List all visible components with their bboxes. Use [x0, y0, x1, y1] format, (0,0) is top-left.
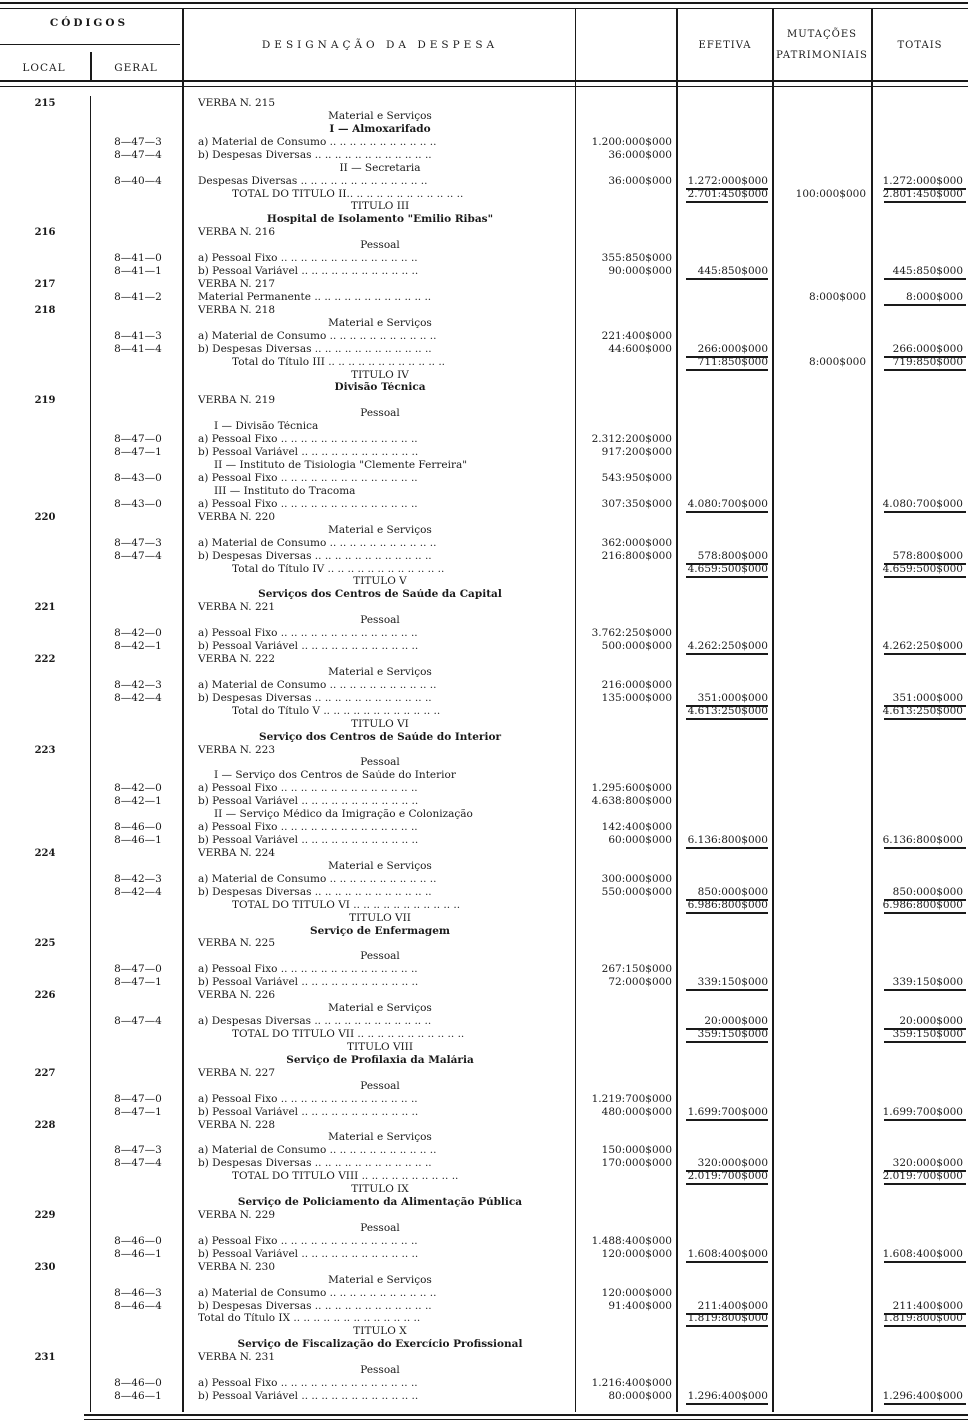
valor-parcial: 216:800$000 [601, 550, 672, 562]
designacao-line: VERBA N. 225 [198, 938, 276, 949]
codigo-geral: 8—47—4 [114, 1157, 162, 1169]
codigo-local: 228 [34, 1120, 56, 1131]
codigo-local: 224 [34, 848, 56, 859]
codigo-geral: 8—41—1 [114, 265, 162, 277]
valor-efetiva: 20:000$000 [704, 1015, 768, 1027]
designacao-line: TOTAL DO TÍTULO VII .. .. .. .. .. .. .. .. .. .. .. [232, 1029, 465, 1040]
designacao-line: II — Serviço Médico da Imigração e Colonização [214, 809, 473, 820]
valor-totais: 2.019:700$000 [882, 1170, 963, 1182]
designacao-line: VERBA N. 223 [198, 745, 276, 756]
header-totais: TOTAIS [897, 40, 943, 51]
codigo-local: 230 [34, 1262, 56, 1273]
total-rule [686, 1041, 768, 1043]
designacao-line: TOTAL DO TÍTULO VI .. .. .. .. .. .. .. .. .. .. .. [232, 900, 461, 911]
codigo-geral: 8—42—3 [114, 873, 162, 885]
valor-parcial: 300:000$000 [601, 873, 672, 885]
total-rule [884, 1119, 966, 1121]
designacao-line: Serviço de Enfermagem [309, 926, 451, 937]
designacao-line: b) Pessoal Variável .. .. .. .. .. .. .. .. .. .. .. .. [198, 796, 419, 807]
valor-parcial: 72:000$000 [608, 976, 672, 988]
valor-parcial: 150:000$000 [601, 1144, 672, 1156]
designacao-line: b) Despesas Diversas .. .. .. .. .. .. .. .. .. .. .. .. [198, 344, 432, 355]
total-rule [884, 847, 966, 849]
designacao-line: a) Pessoal Fixo .. .. .. .. .. .. .. .. .. .. .. .. .. .. [198, 1378, 418, 1389]
valor-parcial: 550:000$000 [601, 886, 672, 898]
valor-parcial: 1.216:400$000 [591, 1377, 672, 1389]
valor-totais: 1.296:400$000 [882, 1390, 963, 1402]
codigo-local: 219 [34, 395, 56, 406]
total-rule [884, 912, 966, 914]
header-geral: GERAL [114, 62, 158, 74]
total-rule [884, 201, 966, 203]
valor-totais: 4.659:500$000 [882, 563, 963, 575]
header-bottom-rule [0, 80, 968, 82]
codigo-local: 231 [34, 1352, 56, 1363]
designacao-line: Material e Serviços [328, 1275, 432, 1286]
valor-parcial: 120:000$000 [601, 1287, 672, 1299]
valor-efetiva: 266:000$000 [697, 343, 768, 355]
valor-efetiva: 4.080:700$000 [687, 498, 768, 510]
header-designacao: DESIGNAÇÃO DA DESPESA [261, 39, 499, 51]
valor-efetiva: 2.019:700$000 [687, 1170, 768, 1182]
total-rule [686, 1119, 768, 1121]
valor-totais: 4.080:700$000 [882, 498, 963, 510]
codigo-geral: 8—47—3 [114, 136, 162, 148]
designacao-line: II — Secretaria [339, 163, 421, 174]
codigo-local: 225 [34, 938, 56, 949]
valor-efetiva: 578:800$000 [697, 550, 768, 562]
valor-parcial: 36:000$000 [608, 149, 672, 161]
codigo-local: 222 [34, 654, 56, 665]
designacao-line: VERBA N. 222 [198, 654, 276, 665]
valor-parcial: 362:000$000 [601, 537, 672, 549]
col-rule [182, 8, 184, 1412]
total-rule [686, 1261, 768, 1263]
valor-parcial: 91:400$000 [608, 1300, 672, 1312]
designacao-line: II — Instituto de Tisiologia "Clemente Ferreira" [214, 460, 468, 471]
designacao-line: VERBA N. 219 [198, 395, 276, 406]
designacao-line: b) Pessoal Variável .. .. .. .. .. .. .. .. .. .. .. .. [198, 641, 419, 652]
valor-efetiva: 1.699:700$000 [687, 1106, 768, 1118]
designacao-line: Serviço dos Centros de Saúde do Interior [259, 732, 501, 743]
designacao-line: VERBA N. 229 [198, 1210, 276, 1221]
valor-efetiva: 4.659:500$000 [687, 563, 768, 575]
valor-totais: 1.819:800$000 [882, 1312, 963, 1324]
designacao-line: VERBA N. 220 [198, 512, 276, 523]
total-rule [884, 1403, 966, 1405]
valor-parcial: 500:000$000 [601, 640, 672, 652]
valor-totais: 351:000$000 [892, 692, 963, 704]
designacao-line: a) Material de Consumo .. .. .. .. .. .. .. .. .. .. .. [198, 1145, 437, 1156]
codigo-geral: 8—46—3 [114, 1287, 162, 1299]
designacao-line: Material e Serviços [328, 667, 432, 678]
designacao-line: TOTAL DO TÍTULO VIII .. .. .. .. .. .. .. .. .. .. [232, 1171, 459, 1182]
designacao-line: Hospital de Isolamento "Emilio Ribas" [266, 214, 494, 225]
valor-efetiva: 445:850$000 [697, 265, 768, 277]
total-rule [884, 989, 966, 991]
header-bottom-rule-thin [0, 86, 968, 87]
col-rule [90, 96, 91, 1412]
codigo-geral: 8—46—1 [114, 1390, 162, 1402]
designacao-line: III — Instituto do Tracoma [214, 486, 356, 497]
designacao-line: VERBA N. 228 [198, 1120, 276, 1131]
header-local: LOCAL [22, 62, 66, 74]
codigo-local: 223 [34, 745, 56, 756]
designacao-line: TÍTULO V [353, 576, 407, 587]
total-rule [884, 576, 966, 578]
designacao-line: b) Despesas Diversas .. .. .. .. .. .. .. .. .. .. .. .. [198, 693, 432, 704]
designacao-line: TOTAL DO TÍTULO II.. .. .. .. .. .. .. .. .. .. .. .. [232, 189, 464, 200]
total-rule [884, 304, 966, 306]
valor-totais: 8:000$000 [906, 291, 963, 303]
valor-parcial: 170:000$000 [601, 1157, 672, 1169]
valor-parcial: 44:600$000 [608, 343, 672, 355]
codigo-local: 220 [34, 512, 56, 523]
top-rule-thin [0, 8, 968, 9]
valor-totais: 850:000$000 [892, 886, 963, 898]
total-rule [686, 511, 768, 513]
codigo-local: 217 [34, 279, 56, 290]
codigo-local: 226 [34, 990, 56, 1001]
designacao-line: a) Material de Consumo .. .. .. .. .. .. .. .. .. .. .. [198, 874, 437, 885]
designacao-line: VERBA N. 221 [198, 602, 276, 613]
designacao-line: b) Pessoal Variável .. .. .. .. .. .. .. .. .. .. .. .. [198, 447, 419, 458]
codigo-geral: 8—46—4 [114, 1300, 162, 1312]
codigo-geral: 8—46—0 [114, 1377, 162, 1389]
codigo-geral: 8—46—1 [114, 1248, 162, 1260]
designacao-line: Material Permanente .. .. .. .. .. .. .. .. .. .. .. .. [198, 292, 432, 303]
valor-parcial: 2.312:200$000 [591, 433, 672, 445]
codigo-local: 221 [34, 602, 56, 613]
codigo-geral: 8—42—4 [114, 886, 162, 898]
designacao-line: VERBA N. 217 [198, 279, 276, 290]
header-codigos: CÓDIGOS [49, 17, 129, 29]
designacao-line: b) Pessoal Variável .. .. .. .. .. .. .. .. .. .. .. .. [198, 1107, 419, 1118]
designacao-line: Pessoal [360, 1365, 400, 1376]
designacao-line: a) Material de Consumo .. .. .. .. .. .. .. .. .. .. .. [198, 538, 437, 549]
total-rule [686, 278, 768, 280]
codigo-geral: 8—43—0 [114, 498, 162, 510]
designacao-line: b) Despesas Diversas .. .. .. .. .. .. .. .. .. .. .. .. [198, 551, 432, 562]
designacao-line: a) Pessoal Fixo .. .. .. .. .. .. .. .. .. .. .. .. .. .. [198, 1236, 418, 1247]
col-rule [90, 52, 92, 82]
designacao-line: a) Pessoal Fixo .. .. .. .. .. .. .. .. .. .. .. .. .. .. [198, 253, 418, 264]
total-rule [686, 1325, 768, 1327]
valor-totais: 719:850$000 [892, 356, 963, 368]
total-rule [686, 1403, 768, 1405]
total-rule [884, 653, 966, 655]
codigo-geral: 8—47—3 [114, 1144, 162, 1156]
designacao-line: Serviço de Fiscalização do Exercício Profissional [237, 1339, 523, 1350]
valor-parcial: 3.762:250$000 [591, 627, 672, 639]
designacao-line: Pessoal [360, 615, 400, 626]
total-rule [884, 369, 966, 371]
valor-totais: 359:150$000 [892, 1028, 963, 1040]
valor-efetiva: 4.262:250$000 [687, 640, 768, 652]
valor-parcial: 142:400$000 [601, 821, 672, 833]
valor-totais: 445:850$000 [892, 265, 963, 277]
valor-mutacoes: 8:000$000 [809, 291, 866, 303]
designacao-line: a) Pessoal Fixo .. .. .. .. .. .. .. .. .. .. .. .. .. .. [198, 473, 418, 484]
valor-efetiva: 1.608:400$000 [687, 1248, 768, 1260]
codigo-geral: 8—42—1 [114, 795, 162, 807]
top-rule [0, 2, 968, 4]
designacao-line: a) Pessoal Fixo .. .. .. .. .. .. .. .. .. .. .. .. .. .. [198, 1094, 418, 1105]
designacao-line: a) Pessoal Fixo .. .. .. .. .. .. .. .. .. .. .. .. .. .. [198, 434, 418, 445]
codigo-geral: 8—41—0 [114, 252, 162, 264]
valor-efetiva: 6.986:800$000 [687, 899, 768, 911]
valor-totais: 320:000$000 [892, 1157, 963, 1169]
valor-efetiva: 1.296:400$000 [687, 1390, 768, 1402]
valor-parcial: 917:200$000 [601, 446, 672, 458]
total-rule [884, 718, 966, 720]
header-efetiva: EFETIVA [698, 40, 752, 51]
designacao-line: Pessoal [360, 408, 400, 419]
designacao-line: b) Despesas Diversas .. .. .. .. .. .. .. .. .. .. .. .. [198, 1301, 432, 1312]
total-rule [686, 369, 768, 371]
valor-totais: 6.136:800$000 [882, 834, 963, 846]
designacao-line: Material e Serviços [328, 1132, 432, 1143]
total-rule [884, 511, 966, 513]
valor-mutacoes: 100:000$000 [795, 188, 866, 200]
designacao-line: TÍTULO IV [351, 370, 409, 381]
designacao-line: b) Pessoal Variável .. .. .. .. .. .. .. .. .. .. .. .. [198, 266, 419, 277]
valor-parcial: 267:150$000 [601, 963, 672, 975]
designacao-line: Total do Título IX .. .. .. .. .. .. .. .. .. .. .. .. .. [198, 1313, 421, 1324]
valor-parcial: 36:000$000 [608, 175, 672, 187]
valor-efetiva: 711:850$000 [697, 356, 768, 368]
total-rule [884, 1325, 966, 1327]
designacao-line: Pessoal [360, 1223, 400, 1234]
designacao-line: Serviço de Policiamento da Alimentação Pública [237, 1197, 523, 1208]
codigo-geral: 8—47—1 [114, 446, 162, 458]
designacao-line: Material e Serviços [328, 111, 432, 122]
designacao-line: Total do Título V .. .. .. .. .. .. .. .. .. .. .. .. [232, 706, 441, 717]
codigo-geral: 8—41—4 [114, 343, 162, 355]
codigo-geral: 8—46—0 [114, 821, 162, 833]
total-rule [884, 1261, 966, 1263]
designacao-line: Pessoal [360, 951, 400, 962]
designacao-line: VERBA N. 224 [198, 848, 276, 859]
codigo-local: 227 [34, 1068, 56, 1079]
designacao-line: VERBA N. 216 [198, 227, 276, 238]
valor-totais: 1.699:700$000 [882, 1106, 963, 1118]
codigo-geral: 8—40—4 [114, 175, 162, 187]
designacao-line: b) Pessoal Variável .. .. .. .. .. .. .. .. .. .. .. .. [198, 835, 419, 846]
codigo-local: 218 [34, 305, 56, 316]
valor-totais: 578:800$000 [892, 550, 963, 562]
valor-totais: 1.272:000$000 [882, 175, 963, 187]
designacao-line: Pessoal [360, 240, 400, 251]
designacao-line: Serviço de Profilaxia da Malária [286, 1055, 474, 1066]
valor-totais: 4.262:250$000 [882, 640, 963, 652]
codigo-geral: 8—41—3 [114, 330, 162, 342]
codigo-geral: 8—46—0 [114, 1235, 162, 1247]
valor-totais: 339:150$000 [892, 976, 963, 988]
total-rule [686, 912, 768, 914]
codigo-geral: 8—47—0 [114, 433, 162, 445]
valor-efetiva: 2.701:450$000 [687, 188, 768, 200]
codigo-geral: 8—47—1 [114, 1106, 162, 1118]
codigo-geral: 8—47—4 [114, 1015, 162, 1027]
valor-totais: 4.613:250$000 [882, 705, 963, 717]
designacao-line: Material e Serviços [328, 318, 432, 329]
codigo-local: 216 [34, 227, 56, 238]
bottom-rule [84, 1414, 968, 1416]
designacao-line: a) Material de Consumo .. .. .. .. .. .. .. .. .. .. .. [198, 331, 437, 342]
valor-parcial: 1.219:700$000 [591, 1093, 672, 1105]
total-rule [686, 989, 768, 991]
designacao-line: b) Despesas Diversas .. .. .. .. .. .. .. .. .. .. .. .. [198, 1158, 432, 1169]
designacao-line: Total do Título IV .. .. .. .. .. .. .. .. .. .. .. .. [232, 564, 445, 575]
designacao-line: TÍTULO VIII [347, 1042, 413, 1053]
designacao-line: Serviços dos Centros de Saúde da Capital [258, 589, 502, 600]
designacao-line: b) Pessoal Variável .. .. .. .. .. .. .. .. .. .. .. .. [198, 1249, 419, 1260]
codigo-geral: 8—42—1 [114, 640, 162, 652]
total-rule [884, 1041, 966, 1043]
valor-efetiva: 351:000$000 [697, 692, 768, 704]
valor-parcial: 480:000$000 [601, 1106, 672, 1118]
valor-efetiva: 211:400$000 [697, 1300, 768, 1312]
valor-parcial: 355:850$000 [601, 252, 672, 264]
designacao-line: I — Serviço dos Centros de Saúde do Interior [214, 770, 456, 781]
designacao-line: a) Pessoal Fixo .. .. .. .. .. .. .. .. .. .. .. .. .. .. [198, 964, 418, 975]
designacao-line: Material e Serviços [328, 1003, 432, 1014]
designacao-line: a) Material de Consumo .. .. .. .. .. .. .. .. .. .. .. [198, 137, 437, 148]
codigo-geral: 8—47—0 [114, 963, 162, 975]
codigo-geral: 8—43—0 [114, 472, 162, 484]
codigo-geral: 8—46—1 [114, 834, 162, 846]
valor-parcial: 120:000$000 [601, 1248, 672, 1260]
valor-parcial: 307:350$000 [601, 498, 672, 510]
valor-efetiva: 359:150$000 [697, 1028, 768, 1040]
valor-parcial: 60:000$000 [608, 834, 672, 846]
valor-efetiva: 339:150$000 [697, 976, 768, 988]
designacao-line: b) Pessoal Variável .. .. .. .. .. .. .. .. .. .. .. .. [198, 1391, 419, 1402]
valor-totais: 266:000$000 [892, 343, 963, 355]
designacao-line: VERBA N. 231 [198, 1352, 276, 1363]
designacao-line: VERBA N. 215 [198, 98, 276, 109]
designacao-line: VERBA N. 230 [198, 1262, 276, 1273]
valor-efetiva: 1.819:800$000 [687, 1312, 768, 1324]
designacao-line: b) Despesas Diversas .. .. .. .. .. .. .. .. .. .. .. .. [198, 150, 432, 161]
codigo-local: 229 [34, 1210, 56, 1221]
valor-parcial: 80:000$000 [608, 1390, 672, 1402]
header-patrimoniais: PATRIMONIAIS [776, 50, 868, 61]
designacao-line: a) Pessoal Fixo .. .. .. .. .. .. .. .. .. .. .. .. .. .. [198, 499, 418, 510]
valor-totais: 2.801:450$000 [882, 188, 963, 200]
designacao-line: a) Pessoal Fixo .. .. .. .. .. .. .. .. .. .. .. .. .. .. [198, 628, 418, 639]
total-rule [686, 201, 768, 203]
valor-totais: 1.608:400$000 [882, 1248, 963, 1260]
total-rule [884, 278, 966, 280]
col-rule [772, 8, 774, 1412]
designacao-line: a) Material de Consumo .. .. .. .. .. .. .. .. .. .. .. [198, 1288, 437, 1299]
designacao-line: TÍTULO VI [351, 719, 409, 730]
valor-parcial: 1.295:600$000 [591, 782, 672, 794]
valor-efetiva: 320:000$000 [697, 1157, 768, 1169]
valor-parcial: 543:950$000 [601, 472, 672, 484]
bottom-rule-thin [84, 1419, 968, 1420]
valor-parcial: 221:400$000 [601, 330, 672, 342]
designacao-line: b) Despesas Diversas .. .. .. .. .. .. .. .. .. .. .. .. [198, 887, 432, 898]
codigo-geral: 8—42—3 [114, 679, 162, 691]
valor-parcial: 4.638:800$000 [591, 795, 672, 807]
total-rule [686, 847, 768, 849]
designacao-line: VERBA N. 218 [198, 305, 276, 316]
header-mutacoes: MUTAÇÕES [786, 29, 857, 40]
designacao-line: TÍTULO VII [349, 913, 411, 924]
valor-totais: 211:400$000 [892, 1300, 963, 1312]
codigo-geral: 8—42—0 [114, 782, 162, 794]
valor-totais: 20:000$000 [899, 1015, 963, 1027]
designacao-line: Pessoal [360, 757, 400, 768]
designacao-line: Despesas Diversas .. .. .. .. .. .. .. .. .. .. .. .. .. [198, 176, 428, 187]
designacao-line: VERBA N. 226 [198, 990, 276, 1001]
codigo-geral: 8—47—4 [114, 550, 162, 562]
codigo-geral: 8—47—0 [114, 1093, 162, 1105]
valor-parcial: 135:000$000 [601, 692, 672, 704]
designacao-line: Material e Serviços [328, 525, 432, 536]
total-rule [686, 576, 768, 578]
header-codigos-rule [0, 44, 180, 45]
valor-parcial: 1.200:000$000 [591, 136, 672, 148]
designacao-line: TÍTULO X [353, 1326, 407, 1337]
designacao-line: Total do Título III .. .. .. .. .. .. .. .. .. .. .. .. [232, 357, 446, 368]
total-rule [686, 1183, 768, 1185]
total-rule [884, 1183, 966, 1185]
designacao-line: a) Pessoal Fixo .. .. .. .. .. .. .. .. .. .. .. .. .. .. [198, 783, 418, 794]
designacao-line: Divisão Técnica [334, 382, 426, 393]
designacao-line: a) Despesas Diversas .. .. .. .. .. .. .. .. .. .. .. .. [198, 1016, 432, 1027]
valor-efetiva: 6.136:800$000 [687, 834, 768, 846]
designacao-line: I — Almoxarifado [329, 124, 431, 135]
valor-parcial: 1.488:400$000 [591, 1235, 672, 1247]
designacao-line: b) Pessoal Variável .. .. .. .. .. .. .. .. .. .. .. .. [198, 977, 419, 988]
designacao-line: Material e Serviços [328, 861, 432, 872]
valor-efetiva: 1.272:000$000 [687, 175, 768, 187]
valor-efetiva: 4.613:250$000 [687, 705, 768, 717]
designacao-line: VERBA N. 227 [198, 1068, 276, 1079]
total-rule [686, 653, 768, 655]
valor-efetiva: 850:000$000 [697, 886, 768, 898]
valor-mutacoes: 8:000$000 [809, 356, 866, 368]
codigo-geral: 8—47—3 [114, 537, 162, 549]
designacao-line: I — Divisão Técnica [214, 421, 319, 432]
col-rule [575, 8, 576, 1412]
codigo-geral: 8—41—2 [114, 291, 162, 303]
total-rule [686, 718, 768, 720]
designacao-line: TÍTULO III [350, 201, 410, 212]
designacao-line: a) Pessoal Fixo .. .. .. .. .. .. .. .. .. .. .. .. .. .. [198, 822, 418, 833]
designacao-line: a) Material de Consumo .. .. .. .. .. .. .. .. .. .. .. [198, 680, 437, 691]
valor-totais: 6.986:800$000 [882, 899, 963, 911]
codigo-local: 215 [34, 98, 56, 109]
valor-parcial: 216:000$000 [601, 679, 672, 691]
designacao-line: Pessoal [360, 1081, 400, 1092]
codigo-geral: 8—42—4 [114, 692, 162, 704]
codigo-geral: 8—47—1 [114, 976, 162, 988]
codigo-geral: 8—42—0 [114, 627, 162, 639]
designacao-line: TÍTULO IX [351, 1184, 409, 1195]
valor-parcial: 90:000$000 [608, 265, 672, 277]
codigo-geral: 8—47—4 [114, 149, 162, 161]
